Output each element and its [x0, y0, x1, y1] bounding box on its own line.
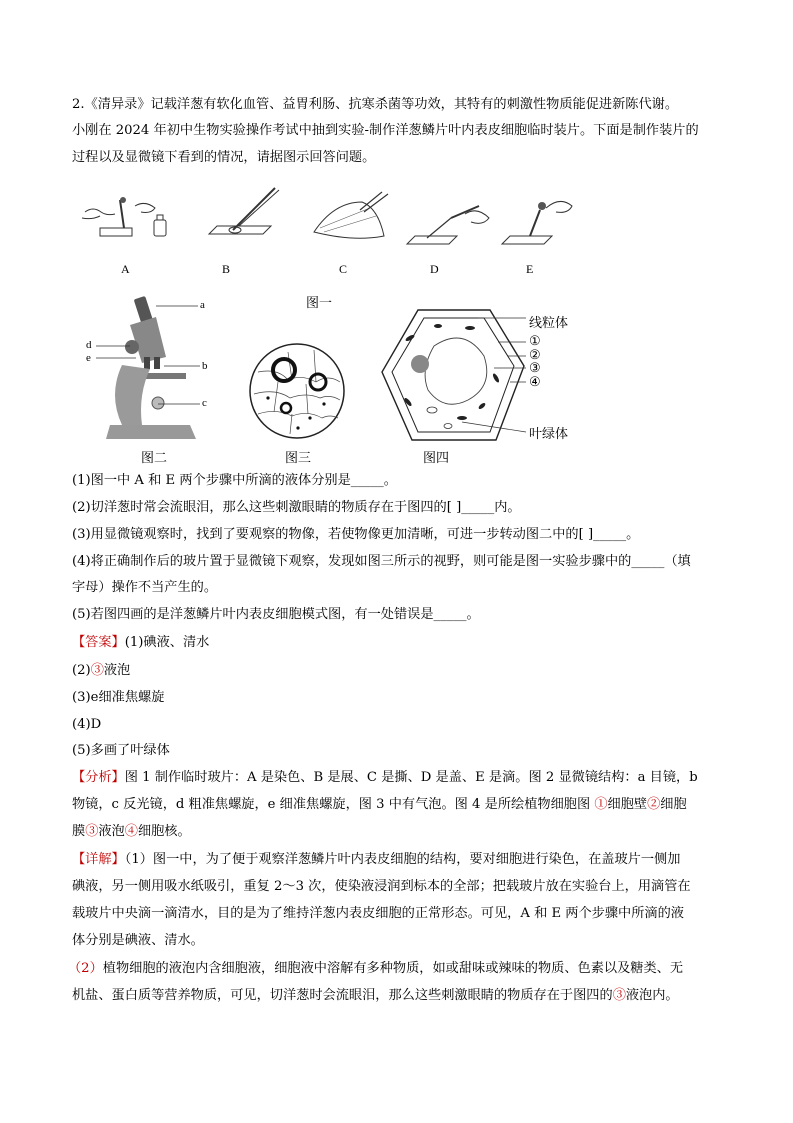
question-line-3: 过程以及显微镜下看到的情况，请据图示回答问题。: [72, 150, 376, 165]
figure-3-caption: 图三: [285, 451, 312, 466]
answer-line-1: [72, 634, 209, 652]
figure-2-label-a: a: [200, 299, 205, 311]
answer-item-2-marker: ③: [90, 663, 104, 678]
analysis-tag: 【分析】: [72, 770, 125, 785]
analysis-text-1: 图 1 制作临时玻片：A 是染色、B 是展、C 是撕、D 是盖、E 是滴。图 2 显微镜结构：a 目镜，b: [124, 770, 698, 785]
figure-1-step-d: [405, 200, 495, 250]
detail-text-5: 植物细胞的液泡内含细胞液，细胞液中溶解有多种物质，如或甜味或辣味的物质、色素以及糖类、无: [102, 961, 684, 976]
analysis-marker-4: ④: [124, 824, 138, 839]
question-line-2: 小刚在 2024 年初中生物实验操作考试中抽到实验-制作洋葱鳞片叶内表皮细胞临时装片。下面是制作装片的: [72, 123, 699, 138]
answer-item-4: (4)D: [72, 717, 102, 732]
figure-1-step-e: [500, 196, 580, 250]
figure-4-caption: 图四: [423, 451, 450, 466]
analysis-text-2a: 物镜，c 反光镜，d 粗准焦螺旋，e 细准焦螺旋，图 3 中有气泡。图 4 是所绘植物细胞图: [72, 797, 595, 812]
analysis-text-2e: 细胞: [660, 797, 687, 812]
figure-2-label-c: c: [202, 397, 207, 409]
figure-1-caption: 图一: [306, 296, 333, 311]
answer-tag: 【答案】: [72, 635, 125, 650]
figure-4-cell-diagram: [378, 306, 528, 446]
analysis-line-2: [72, 796, 687, 814]
detail-line-6: [72, 987, 679, 1005]
analysis-text-3c: 液泡: [98, 824, 125, 839]
figure-2-label-d: d: [86, 339, 92, 351]
figure-1-label-d: D: [430, 262, 439, 276]
analysis-marker-1: ①: [594, 797, 608, 812]
sub-question-3: (3)用显微镜观察时，找到了要观察的物像，若使物像更加清晰，可进一步转动图二中的[ ]_____。: [72, 527, 640, 542]
analysis-marker-2: ②: [647, 797, 661, 812]
analysis-text-3a: 膜: [72, 824, 86, 839]
detail-line-1: [72, 851, 680, 869]
figure-1-label-e: E: [526, 262, 534, 276]
figure-1-label-b: B: [222, 262, 231, 276]
detail-text-6a: 机盐、蛋白质等营养物质，可见，切洋葱时会流眼泪，那么这些刺激眼睛的物质存在于图四的: [72, 988, 613, 1003]
sub-question-4: (4)将正确制作后的玻片置于显微镜下观察，发现如图三所示的视野，则可能是图一实验步骤中的_____（填: [72, 554, 691, 569]
figure-4-label-3: ③: [529, 361, 541, 376]
sub-question-5: (5)若图四画的是洋葱鳞片叶内表皮细胞模式图，有一处错误是_____。: [72, 607, 480, 622]
figure-4-label-chloroplast: 叶绿体: [529, 427, 569, 442]
answer-line-2: [72, 662, 130, 680]
answer-item-1: (1)碘液、清水: [124, 635, 210, 650]
detail-line-3: 载玻片中央滴一滴清水，目的是为了维持洋葱内表皮细胞的正常形态。可见，A 和 E 两个步骤中所滴的液: [72, 906, 684, 921]
answer-item-3: (3)e细准焦螺旋: [72, 690, 165, 705]
figure-2-pointer-lines: [92, 300, 204, 406]
figure-4-label-4: ④: [529, 375, 541, 390]
figure-2-label-b: b: [202, 360, 208, 372]
figure-1-step-b: [205, 186, 285, 248]
figure-3-field-of-view: [248, 342, 346, 440]
answer-item-5: (5)多画了叶绿体: [72, 743, 170, 758]
analysis-line-1: [72, 769, 698, 787]
figure-4-label-mitochondria: 线粒体: [529, 316, 569, 331]
analysis-marker-3: ③: [85, 824, 99, 839]
sub-question-4-cont: 字母）操作不当产生的。: [72, 580, 218, 595]
figure-1-step-a: [80, 188, 170, 248]
analysis-text-3e: 细胞核。: [137, 824, 191, 839]
detail-p2-tag: （2）: [68, 961, 103, 976]
detail-text-1: （1）图一中，为了便于观察洋葱鳞片叶内表皮细胞的结构，要对细胞进行染色，在盖玻片一侧加: [124, 852, 681, 867]
sub-question-2: (2)切洋葱时常会流眼泪，那么这些刺激眼睛的物质存在于图四的[ ]_____内。: [72, 500, 521, 515]
figure-4-label-1: ①: [529, 334, 541, 349]
figure-4-label-2: ②: [529, 348, 541, 363]
answer-item-2-prefix: (2): [72, 663, 91, 678]
figure-1-label-a: A: [121, 262, 130, 276]
detail-text-6c: 液泡内。: [625, 988, 679, 1003]
figure-2-label-e: e: [86, 352, 91, 364]
figure-1-label-c: C: [339, 262, 348, 276]
question-line-1: 2.《清异录》记载洋葱有软化血管、益胃利肠、抗寒杀菌等功效，其特有的刺激性物质能促进新陈代谢。: [72, 97, 679, 112]
figure-2-caption: 图二: [141, 451, 168, 466]
sub-question-1: (1)图一中 A 和 E 两个步骤中所滴的液体分别是_____。: [72, 473, 397, 488]
answer-item-2-text: 液泡: [103, 663, 131, 678]
analysis-line-3: [72, 823, 191, 841]
detail-line-5: [68, 960, 683, 978]
detail-marker: ③: [612, 988, 626, 1003]
detail-line-2: 碘液，另一侧用吸水纸吸引，重复 2～3 次，使染液浸润到标本的全部；把载玻片放在实验台上，用滴管在: [72, 879, 691, 894]
detail-line-4: 体分别是碘液、清水。: [72, 933, 204, 948]
analysis-text-2c: 细胞壁: [607, 797, 648, 812]
detail-tag: 【详解】: [72, 852, 125, 867]
figure-1-step-c: [310, 188, 395, 248]
